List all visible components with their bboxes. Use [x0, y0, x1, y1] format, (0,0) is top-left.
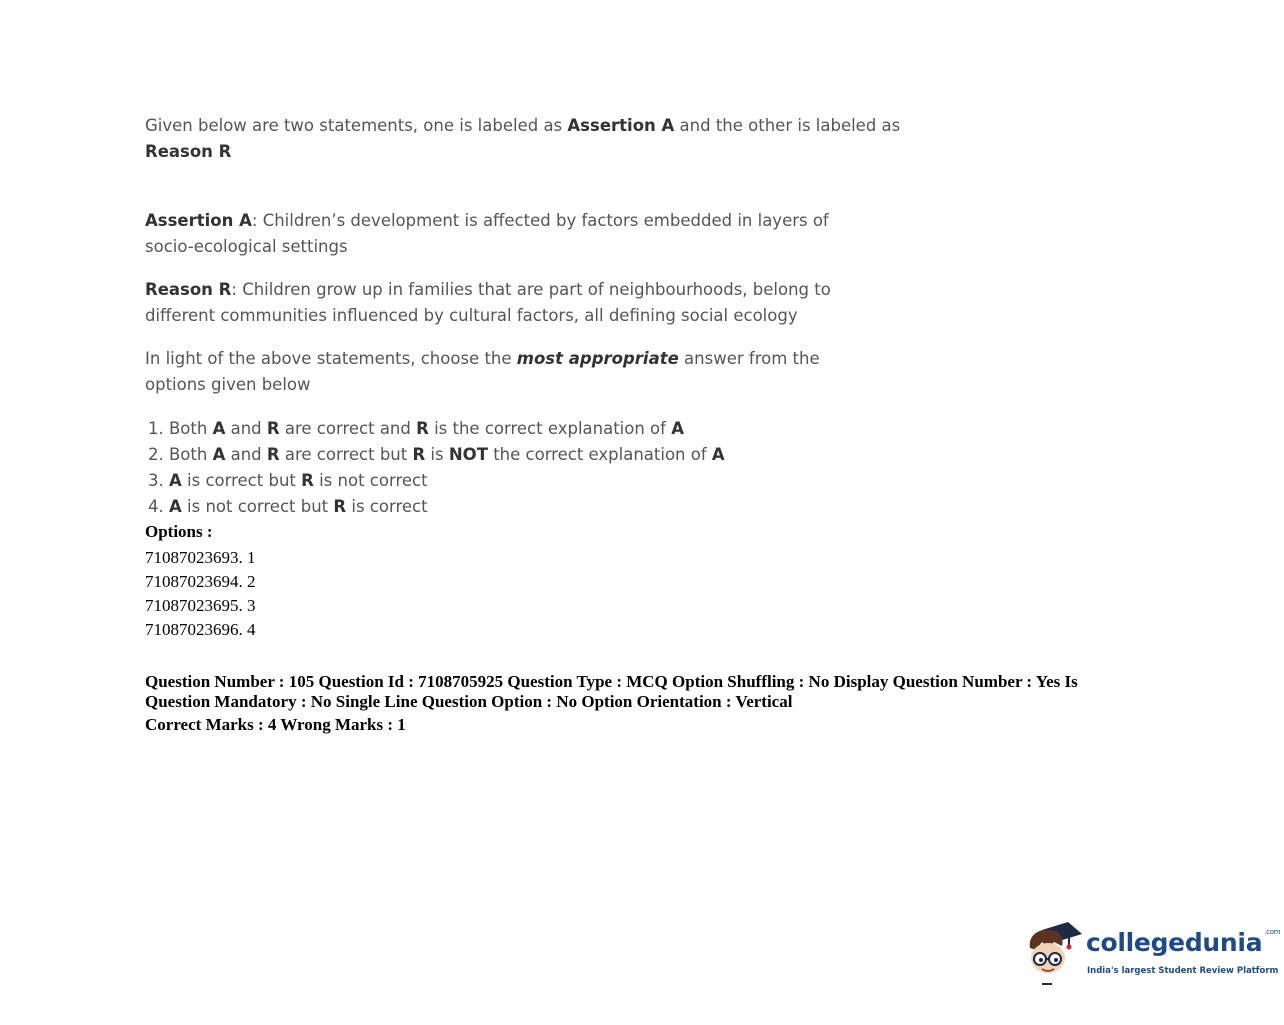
metadata-line: Question Number : 105 Question Id : 7108705925 Question Type : MCQ Option Shuffling : No Display Question Number : Yes Is Question Mandatory : No Single Line Question Option : No Option Orientation : Vertical	[145, 672, 1078, 711]
marks-line: Correct Marks : 4 Wrong Marks : 1	[145, 715, 406, 734]
reason-text: : Children grow up in families that are part of neighbourhoods, belong to different communities influenced by cultural factors, all defining social ecology	[145, 280, 831, 325]
option-item: 71087023693. 1	[145, 548, 256, 567]
choice-item: 2. Both A and R are correct but R is NOT the correct explanation of A	[148, 445, 725, 464]
options-list	[145, 546, 256, 642]
mascot-icon	[1024, 918, 1086, 990]
option-item: 71087023694. 2	[145, 572, 256, 591]
reason-statement	[145, 277, 865, 329]
instruction-text	[145, 346, 845, 398]
choice-item: 4. A is not correct but R is correct	[148, 497, 428, 516]
options-heading: Options :	[145, 522, 213, 541]
option-item: 71087023695. 3	[145, 596, 256, 615]
instruction-part-1: In light of the above statements, choose the	[145, 349, 517, 368]
intro-text: Given below are two statements, one is labeled as	[145, 116, 568, 135]
intro-text-2: and the other is labeled as	[674, 116, 901, 135]
instruction-part-2: answer from the options given below	[145, 349, 820, 394]
logo-tagline: India's largest Student Review Platform	[1087, 966, 1279, 976]
choice-item: 3. A is correct but R is not correct	[148, 471, 428, 490]
choice-list	[148, 416, 725, 520]
reason-label: Reason R	[145, 280, 232, 299]
logo-suffix: .com	[1264, 928, 1281, 936]
assertion-label: Assertion A	[145, 211, 252, 230]
choice-item: 1. Both A and R are correct and R is the correct explanation of A	[148, 419, 684, 438]
logo-name: collegedunia	[1086, 928, 1263, 957]
question-intro	[145, 113, 905, 165]
option-item: 71087023696. 4	[145, 620, 256, 639]
collegedunia-logo	[1024, 918, 1281, 990]
assertion-label-inline: Assertion A	[567, 116, 675, 135]
emphasis-text: most appropriate	[516, 349, 679, 368]
logo-wordmark	[1086, 928, 1280, 957]
reason-label-inline: Reason R	[145, 142, 232, 161]
question-metadata	[145, 672, 1125, 735]
assertion-text: : Children’s development is affected by factors embedded in layers of socio-ecological settings	[145, 211, 829, 256]
assertion-statement	[145, 208, 865, 260]
